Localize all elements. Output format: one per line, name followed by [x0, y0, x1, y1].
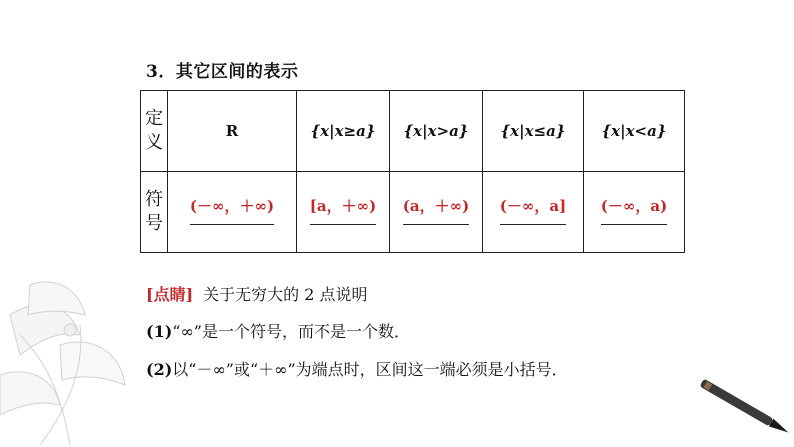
- definition-cell: {x|x≤a}: [483, 91, 584, 172]
- answer-underline: [403, 224, 469, 225]
- answer-underline: [601, 224, 667, 225]
- interval-symbol: (a，＋∞): [402, 197, 470, 215]
- note-item: [146, 357, 568, 380]
- note-item: [146, 319, 410, 342]
- answer-underline: [310, 224, 376, 225]
- brush-decoration: [684, 368, 794, 447]
- row-label-symbol: 符 号: [141, 172, 168, 253]
- note-tag: [点睛]: [146, 285, 194, 304]
- note-text: 以“－∞”或“＋∞”为端点时，区间这一端必须是小括号．: [172, 360, 568, 379]
- note-heading: [146, 282, 368, 305]
- symbol-cell: [390, 172, 483, 253]
- row-label-definition: 定 义: [141, 91, 168, 172]
- note-number: (1): [146, 322, 173, 341]
- interval-symbol: (－∞，a]: [499, 197, 567, 215]
- note-text: “∞”是一个符号，而不是一个数．: [172, 322, 410, 341]
- symbol-cell: [168, 172, 297, 253]
- note-number: (2): [146, 360, 173, 379]
- definition-cell: {x|x<a}: [584, 91, 685, 172]
- definition-cell: {x|x≥a}: [297, 91, 390, 172]
- interval-symbol: [a，＋∞): [309, 197, 377, 215]
- answer-underline: [500, 224, 566, 225]
- definition-cell: {x|x>a}: [390, 91, 483, 172]
- symbol-cell: [483, 172, 584, 253]
- section-title: 3．其它区间的表示: [146, 62, 299, 82]
- flower-decoration: [0, 255, 150, 447]
- note-title: 关于无穷大的 2 点说明: [203, 285, 368, 304]
- definition-cell: R: [168, 91, 297, 172]
- table-row-definition: [141, 91, 685, 172]
- symbol-cell: [584, 172, 685, 253]
- symbol-cell: [297, 172, 390, 253]
- interval-table: [140, 90, 685, 253]
- interval-symbol: (－∞，a): [600, 197, 668, 215]
- answer-underline: [190, 224, 274, 225]
- interval-symbol: (－∞，＋∞): [189, 197, 275, 215]
- table-row-symbol: [141, 172, 685, 253]
